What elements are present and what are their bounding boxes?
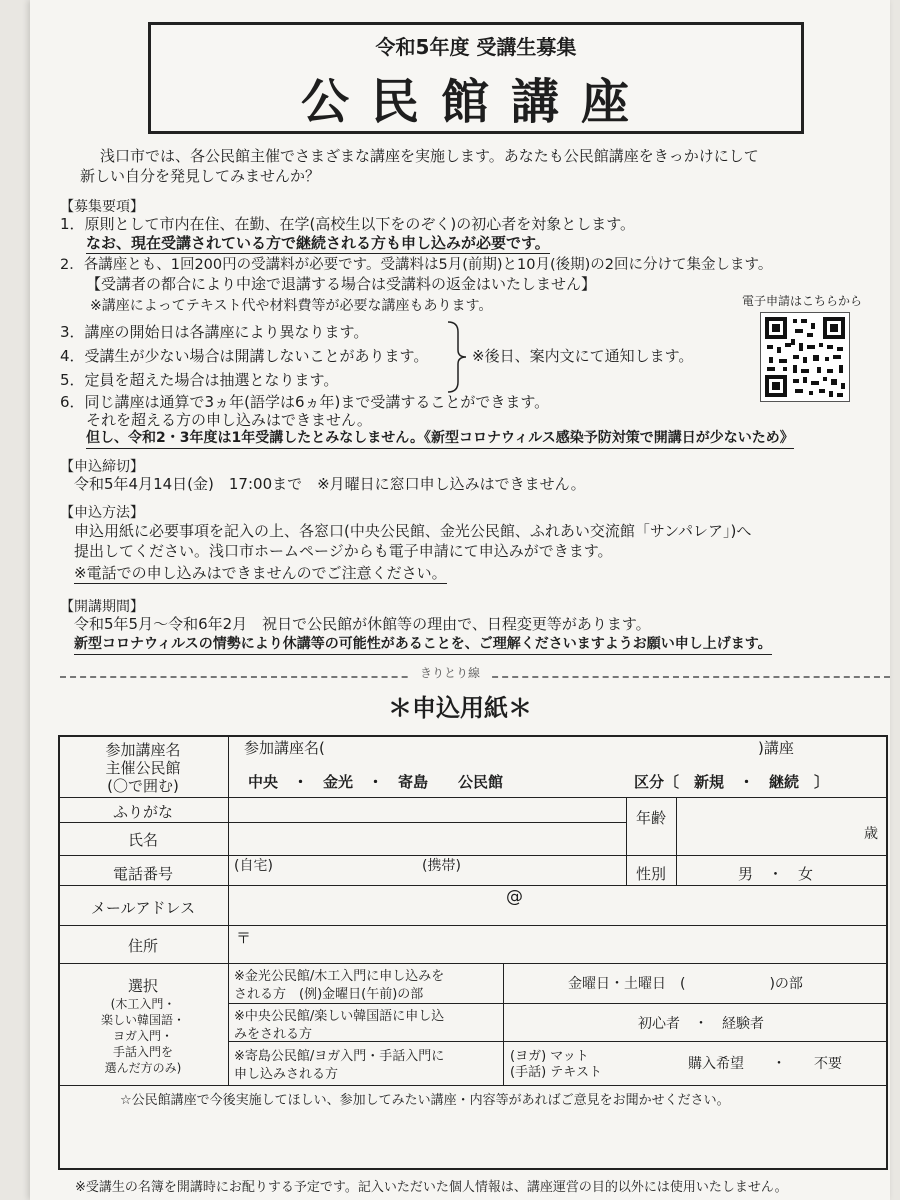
method-line-1: 申込用紙に必要事項を記入の上、各窓口(中央公民館、金光公民館、ふれあい交流館「サンパレア」)へ	[74, 522, 752, 540]
cut-line-label: きりとり線	[410, 664, 490, 681]
period-line-1: 令和5年5月～令和6年2月 祝日で公民館が休館等の理由で、日程変更等があります。	[74, 615, 651, 633]
address-input[interactable]	[254, 929, 874, 961]
course-name-input[interactable]	[338, 739, 748, 759]
opinion-prompt: ☆公民館講座で今後実施してほしい、参加してみたい講座・内容等があればご意見をお聞かせください。	[120, 1093, 730, 1108]
selection-label: 選択	[127, 977, 158, 995]
gender-options[interactable]: 男 ・ 女	[738, 865, 814, 883]
requirement-6-exception: 但し、令和2・3年度は1年受講したとみなしません。《新型コロナウィルス感染予防対策で開講日が少ないため》	[86, 428, 794, 449]
sign-text-label: (手話) テキスト	[510, 1065, 603, 1080]
age-input[interactable]	[682, 803, 852, 851]
phone-input[interactable]	[234, 869, 620, 883]
page-subtitle: 令和5年度 受講生募集	[375, 35, 577, 59]
course-label-3: (〇で囲む)	[107, 777, 179, 795]
selection-note-1: (木工入門・	[110, 997, 176, 1011]
email-input[interactable]	[234, 905, 874, 923]
selection-note-5: 選んだ方のみ)	[104, 1061, 182, 1075]
requirement-1: 1．原則として市内在住、在勤、在学(高校生以下をのぞく)の初心者を対象とします。	[60, 215, 636, 233]
method-line-3: ※電話での申し込みはできませんのでご注意ください。	[74, 564, 447, 582]
brace-icon	[446, 320, 468, 394]
period-heading: 【開講期間】	[60, 599, 144, 615]
woodwork-label-2: される方 (例)金曜日(午前)の部	[234, 987, 424, 1002]
phone-mobile-label: (携帯)	[422, 858, 461, 874]
bracket-note: ※後日、案内文にて通知します。	[472, 347, 694, 365]
opinion-input[interactable]	[66, 1109, 878, 1165]
requirement-4: 4．受講生が少ない場合は開講しないことがあります。	[60, 347, 429, 365]
deadline-text: 令和5年4月14日(金) 17:00まで ※月曜日に窓口申し込みはできません。	[74, 475, 586, 493]
name-input[interactable]	[234, 827, 620, 851]
name-label: 氏名	[127, 831, 158, 849]
qr-code-icon[interactable]	[760, 312, 850, 402]
email-label: メールアドレス	[90, 899, 196, 917]
age-label: 年齢	[635, 809, 666, 827]
postal-mark: 〒	[236, 929, 252, 947]
paper-sheet	[30, 0, 890, 1200]
category-options[interactable]: 区分〔 新規 ・ 継続 〕	[634, 773, 830, 791]
yoga-sign-label-1: ※寄島公民館/ヨガ入門・手話入門に	[234, 1049, 445, 1064]
phone-home-label: (自宅)	[234, 858, 273, 874]
page-title: 公民館講座	[300, 74, 651, 130]
title-box	[148, 22, 804, 134]
deadline-heading: 【申込締切】	[60, 459, 144, 475]
requirements-heading: 【募集要項】	[60, 199, 144, 215]
course-label-1: 参加講座名	[105, 741, 181, 759]
phone-label: 電話番号	[112, 865, 173, 883]
woodwork-day-options[interactable]: 金曜日・土曜日 ( )の部	[568, 976, 803, 992]
requirement-2-sub: ※講座によってテキスト代や材料費等が必要な講座もあります。	[90, 298, 493, 314]
gender-label: 性別	[635, 865, 666, 883]
application-form	[58, 735, 888, 1170]
requirement-6: 6．同じ講座は通算で3ヵ年(語学は6ヵ年)まで受講することができます。	[60, 393, 550, 411]
age-unit: 歳	[864, 826, 878, 842]
method-heading: 【申込方法】	[60, 505, 144, 521]
address-label: 住所	[127, 937, 158, 955]
yoga-sign-label-2: 申し込みされる方	[234, 1067, 339, 1082]
course-name-suffix: )講座	[758, 739, 794, 757]
privacy-footnote: ※受講生の名簿を開講時にお配りする予定です。記入いただいた個人情報は、講座運営の目的以外には使用いたしません。	[75, 1180, 788, 1195]
selection-note-4: 手話入門を	[112, 1045, 173, 1059]
requirement-5: 5．定員を超えた場合は抽選となります。	[60, 371, 339, 389]
requirement-1-note: なお、現在受講されている方で継続される方も申し込みが必要です。	[86, 234, 550, 252]
course-label-2: 主催公民館	[105, 759, 181, 777]
requirement-2-note: 【受講者の都合により中途で退講する場合は受講料の返金はいたしません】	[86, 275, 597, 293]
furigana-input[interactable]	[234, 801, 620, 819]
hall-options[interactable]: 中央 ・ 金光 ・ 寄島 公民館	[248, 773, 504, 791]
requirement-2: 2．各講座とも、1回200円の受講料が必要です。受講料は5月(前期)と10月(後期)の2回に分けて集金します。	[60, 257, 773, 273]
form-title: ＊申込用紙＊	[388, 694, 532, 722]
method-line-2: 提出してください。浅口市ホームページからも電子申請にて申込みができます。	[74, 542, 613, 560]
requirement-6-note: それを超える方の申し込みはできません。	[86, 411, 372, 429]
yoga-mat-label: (ヨガ) マット	[510, 1049, 589, 1064]
selection-note-3: ヨガ入門・	[112, 1029, 173, 1043]
requirement-3: 3．講座の開始日は各講座により異なります。	[60, 323, 369, 341]
qr-caption: 電子申請はこちらから	[742, 294, 863, 308]
furigana-label: ふりがな	[112, 803, 173, 821]
intro-line-1: 浅口市では、各公民館主催でさまざまな講座を実施します。あなたも公民館講座をきっかけにして	[100, 147, 759, 165]
selection-note-2: 楽しい韓国語・	[100, 1013, 185, 1027]
course-name-prefix: 参加講座名(	[244, 739, 325, 757]
purchase-options[interactable]: 購入希望 ・ 不要	[688, 1056, 842, 1072]
period-line-2: 新型コロナウィルスの情勢により休講等の可能性があることを、ご理解くださいますようお願い申し上げます。	[74, 634, 772, 655]
korean-label-1: ※中央公民館/楽しい韓国語に申し込	[234, 1009, 445, 1024]
korean-level-options[interactable]: 初心者 ・ 経験者	[638, 1016, 764, 1032]
woodwork-label-1: ※金光公民館/木工入門に申し込みを	[234, 969, 445, 984]
korean-label-2: みをされる方	[234, 1027, 313, 1042]
intro-line-2: 新しい自分を発見してみませんか？	[80, 167, 321, 185]
email-at-sign: @	[506, 887, 523, 907]
